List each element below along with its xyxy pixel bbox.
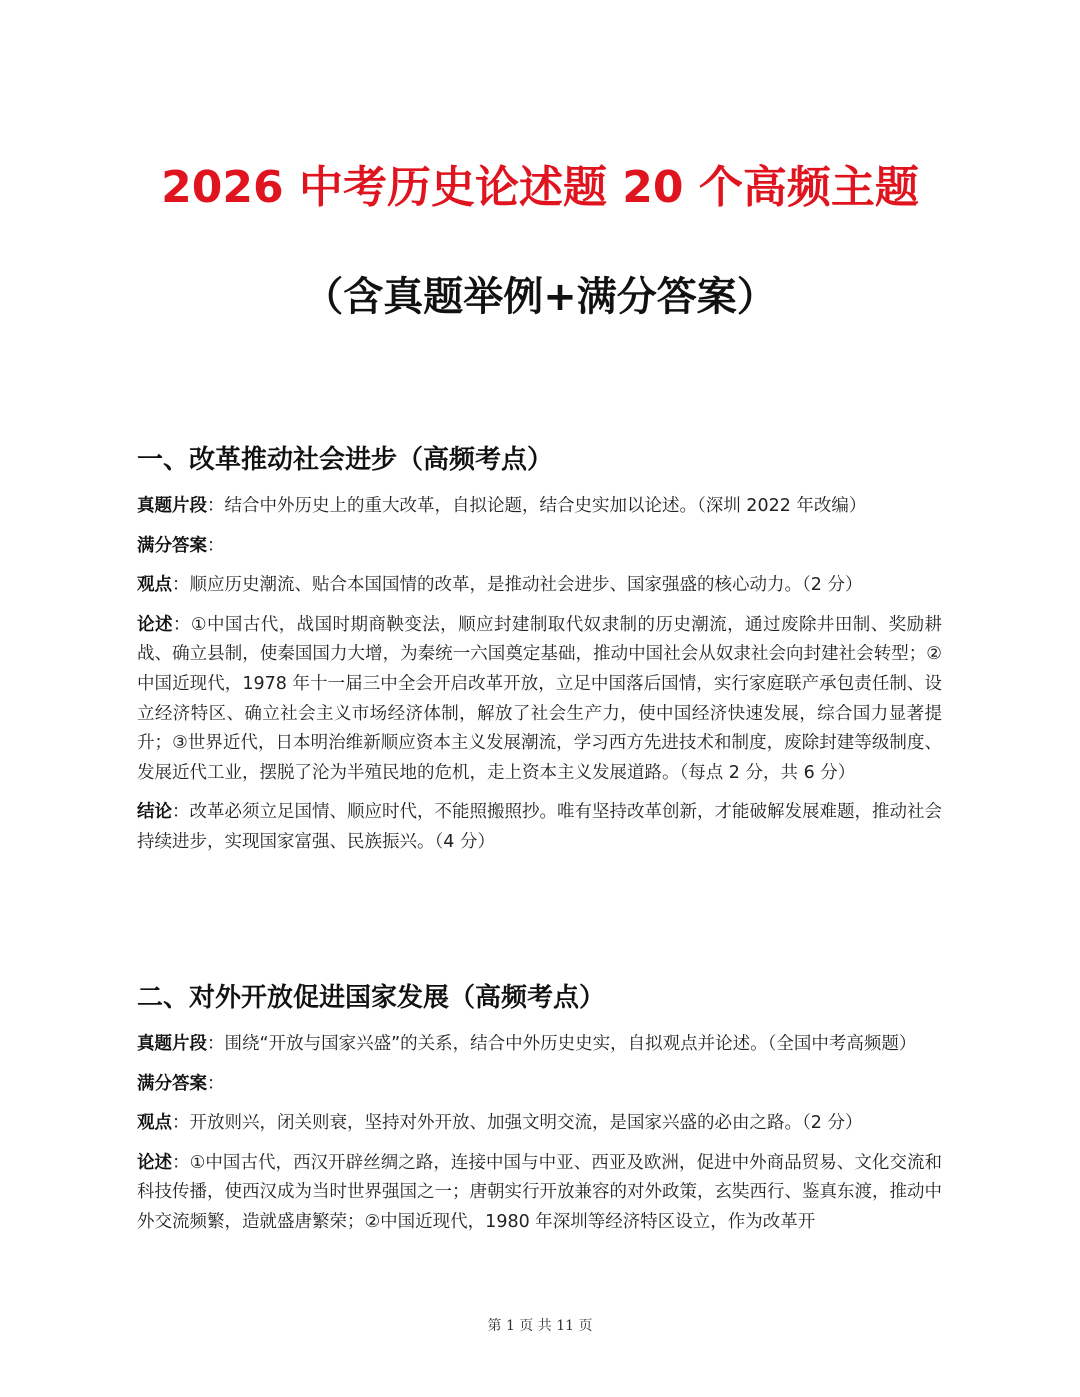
- question-paragraph: [137, 492, 942, 522]
- question-text: ：结合中外历史上的重大改革，自拟论题，结合史实加以论述。（深圳 2022 年改编）: [207, 496, 867, 516]
- conclusion-label: 结论: [137, 802, 172, 823]
- argument-paragraph: [137, 1149, 942, 1238]
- conclusion-paragraph: [137, 798, 942, 857]
- answer-heading: [137, 1070, 942, 1100]
- section-reform: [137, 440, 942, 868]
- argument-label: 论述: [137, 614, 173, 635]
- section-heading: 二、对外开放促进国家发展（高频考点）: [137, 983, 606, 1013]
- question-label: 真题片段: [137, 1034, 207, 1054]
- document-title: 2026 中考历史论述题 20 个高频主题: [161, 162, 919, 213]
- section-opening-up: [137, 978, 942, 1248]
- argument-label: 论述: [137, 1152, 173, 1173]
- answer-colon: ：: [207, 1073, 225, 1094]
- argument-text: ：①中国古代，战国时期商鞅变法，顺应封建制取代奴隶制的历史潮流，通过废除井田制、奖励耕战、确立县制，使秦国国力大增，为秦统一六国奠定基础，推动中国社会从奴隶社会向封建社会转型；②中国近现代，1978 年十一届三中全会开启改革开放，立足中国落后国情，实行家庭联产承包责任制、设立经济特区、确立社会主义市场经济体制，解放了社会生产力，使中国经济快速发展，综合国力显著提升；③世界近代，日本明治维新顺应资本主义发展潮流，学习西方先进技术和制度，废除封建等级制度、发展近代工业，摆脱了沦为半殖民地的危机，走上资本主义发展道路。（每点 2 分，共 6 分）: [137, 614, 943, 783]
- page-number: 第 1 页 共 11 页: [487, 1318, 593, 1334]
- argument-paragraph: [137, 611, 942, 789]
- document-subtitle: （含真题举例+满分答案）: [303, 274, 777, 320]
- answer-label: 满分答案: [137, 1073, 207, 1094]
- argument-text: ：①中国古代，西汉开辟丝绸之路，连接中国与中亚、西亚及欧洲，促进中外商品贸易、文化交流和科技传播，使西汉成为当时世界强国之一；唐朝实行开放兼容的对外政策，玄奘西行、鉴真东渡，推动中外交流频繁，造就盛唐繁荣；②中国近现代，1980 年深圳等经济特区设立，作为改革开: [137, 1152, 943, 1232]
- viewpoint-label: 观点: [137, 1113, 172, 1134]
- viewpoint-paragraph: [137, 1109, 942, 1139]
- question-label: 真题片段: [137, 496, 207, 516]
- viewpoint-text: ：开放则兴，闭关则衰，坚持对外开放、加强文明交流，是国家兴盛的必由之路。（2 分）: [172, 1113, 863, 1134]
- viewpoint-paragraph: [137, 571, 942, 601]
- question-text: ：围绕“开放与国家兴盛”的关系，结合中外历史史实，自拟观点并论述。（全国中考高频题）: [207, 1034, 917, 1054]
- viewpoint-text: ：顺应历史潮流、贴合本国国情的改革，是推动社会进步、国家强盛的核心动力。（2 分）: [172, 575, 863, 596]
- question-paragraph: [137, 1030, 942, 1060]
- viewpoint-label: 观点: [137, 575, 172, 596]
- answer-heading: [137, 532, 942, 562]
- conclusion-text: ：改革必须立足国情、顺应时代，不能照搬照抄。唯有坚持改革创新，才能破解发展难题，推动社会持续进步，实现国家富强、民族振兴。（4 分）: [137, 802, 942, 852]
- answer-label: 满分答案: [137, 535, 207, 556]
- section-heading: 一、改革推动社会进步（高频考点）: [137, 445, 554, 475]
- answer-colon: ：: [207, 535, 225, 556]
